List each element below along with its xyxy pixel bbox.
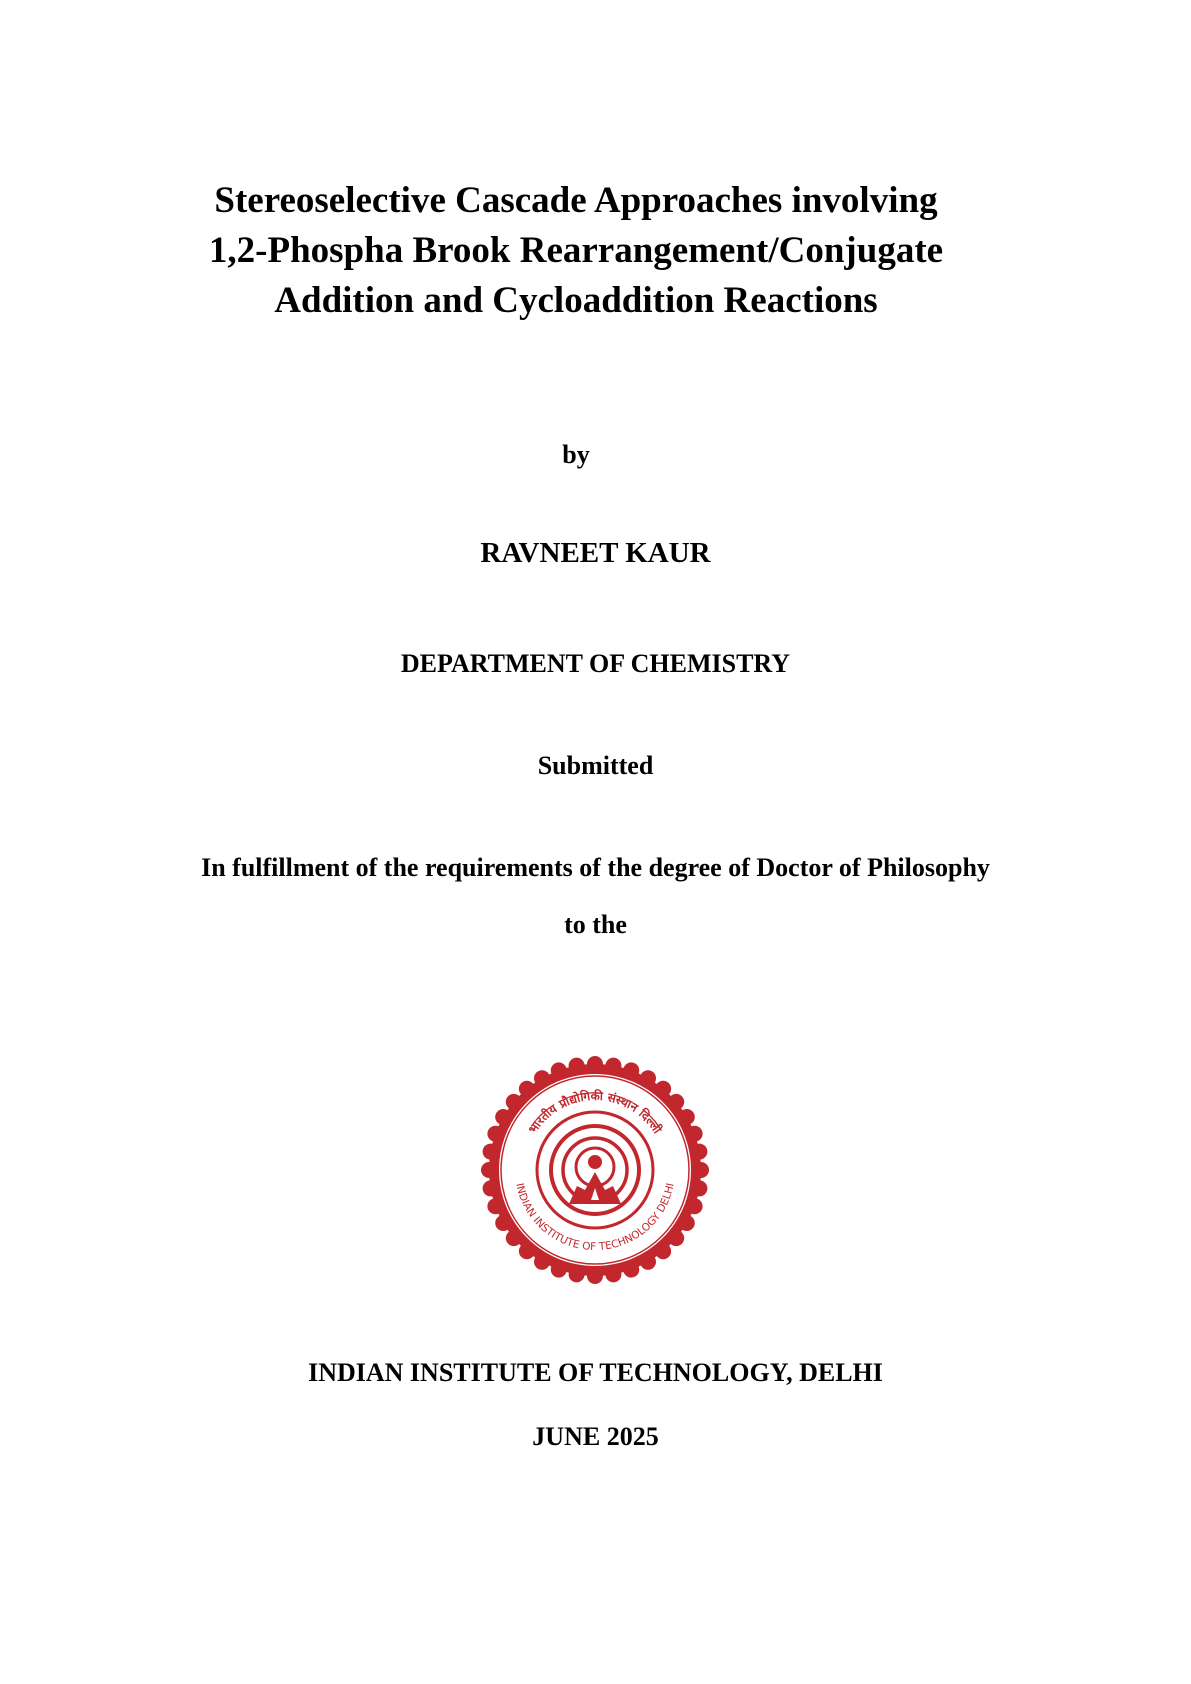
thesis-title xyxy=(0,176,1152,326)
emblem-english-text: INDIAN INSTITUTE OF TECHNOLOGY DELHI xyxy=(513,1182,677,1254)
title-line-3: Addition and Cycloaddition Reactions xyxy=(274,280,878,321)
title-line-1: Stereoselective Cascade Approaches involving xyxy=(214,180,938,221)
fulfillment-statement: In fulfillment of the requirements of the degree of Doctor of Philosophy xyxy=(201,853,990,882)
department-name: DEPARTMENT OF CHEMISTRY xyxy=(400,649,791,678)
title-line-2: 1,2-Phospha Brook Rearrangement/Conjugate xyxy=(208,230,944,271)
emblem-hindi-text: भारतीय प्रौद्योगिकी संस्थान दिल्ली xyxy=(525,1088,665,1136)
author-name: RAVNEET KAUR xyxy=(480,537,711,569)
by-label: by xyxy=(562,440,590,469)
institute-name: INDIAN INSTITUTE OF TECHNOLOGY, DELHI xyxy=(308,1358,883,1387)
to-the-label: to the xyxy=(564,910,627,939)
submitted-label: Submitted xyxy=(537,751,654,780)
iit-delhi-emblem-icon xyxy=(479,1054,711,1286)
emblem-sun xyxy=(588,1155,602,1169)
submission-date: JUNE 2025 xyxy=(532,1422,659,1451)
emblem-svg xyxy=(479,1054,711,1286)
